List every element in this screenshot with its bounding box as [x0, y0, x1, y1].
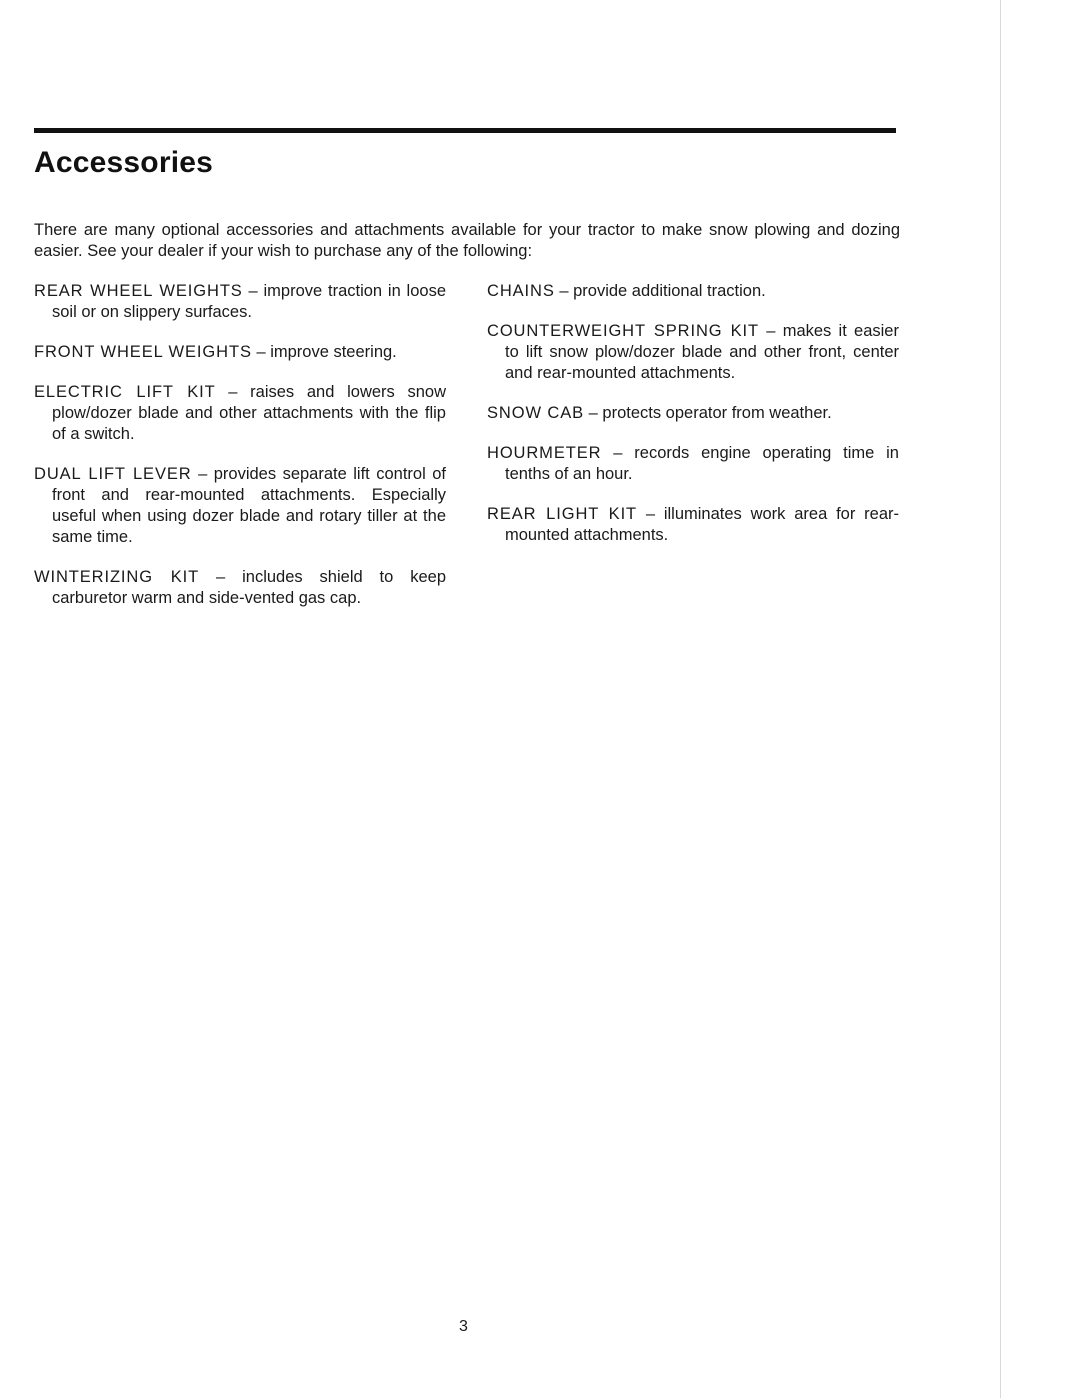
- accessory-name: DUAL LIFT LEVER: [34, 465, 192, 483]
- accessory-name: ELECTRIC LIFT KIT: [34, 383, 216, 401]
- accessory-item: [34, 567, 446, 609]
- accessory-item: [34, 382, 446, 445]
- accessory-description: – provide additional traction.: [554, 282, 766, 300]
- accessory-item: [487, 281, 899, 302]
- accessory-item: [34, 281, 446, 323]
- accessory-item: [487, 403, 899, 424]
- accessory-name: HOURMETER: [487, 444, 602, 462]
- accessory-name: REAR WHEEL WEIGHTS: [34, 282, 243, 300]
- accessory-item: [34, 464, 446, 548]
- page-title: Accessories: [34, 146, 213, 179]
- accessory-description: – protects operator from weather.: [584, 404, 832, 422]
- accessory-name: REAR LIGHT KIT: [487, 505, 638, 523]
- accessory-name: WINTERIZING KIT: [34, 568, 200, 586]
- accessory-description: – makes it easier to lift snow plow/dozer blade and other front, center and rear-mounted attachments.: [505, 322, 899, 382]
- accessory-name: SNOW CAB: [487, 404, 585, 422]
- accessory-description: – improve steering.: [251, 343, 397, 361]
- accessory-item: [487, 321, 899, 384]
- accessory-description: – illuminates work area for rear-mounted attachments.: [505, 505, 899, 544]
- accessory-description: – raises and lowers snow plow/dozer blade and other attachments with the flip of a switch.: [52, 383, 447, 443]
- scan-edge-line: [1000, 0, 1001, 1398]
- accessory-item: [487, 443, 899, 485]
- right-column: [487, 281, 899, 565]
- left-column: [34, 281, 446, 628]
- accessory-description: – records engine operating time in tenths of an hour.: [505, 444, 899, 483]
- accessory-name: CHAINS: [487, 282, 555, 300]
- accessory-item: [34, 342, 446, 363]
- accessory-description: – includes shield to keep carburetor warm and side-vented gas cap.: [52, 568, 446, 607]
- accessory-name: COUNTERWEIGHT SPRING KIT: [487, 322, 760, 340]
- accessory-name: FRONT WHEEL WEIGHTS: [34, 343, 252, 361]
- accessory-description: – improve traction in loose soil or on slippery surfaces.: [52, 282, 446, 321]
- page-number: 3: [459, 1318, 468, 1335]
- intro-paragraph: There are many optional accessories and attachments available for your tractor to make snow plowing and dozing easier. See your dealer if your wish to purchase any of the following:: [34, 221, 900, 260]
- accessory-description: – provides separate lift control of front and rear-mounted attachments. Especially useful when using dozer blade and rotary tiller at the same time.: [52, 465, 446, 546]
- accessory-item: [487, 504, 899, 546]
- heading-rule: [34, 128, 896, 133]
